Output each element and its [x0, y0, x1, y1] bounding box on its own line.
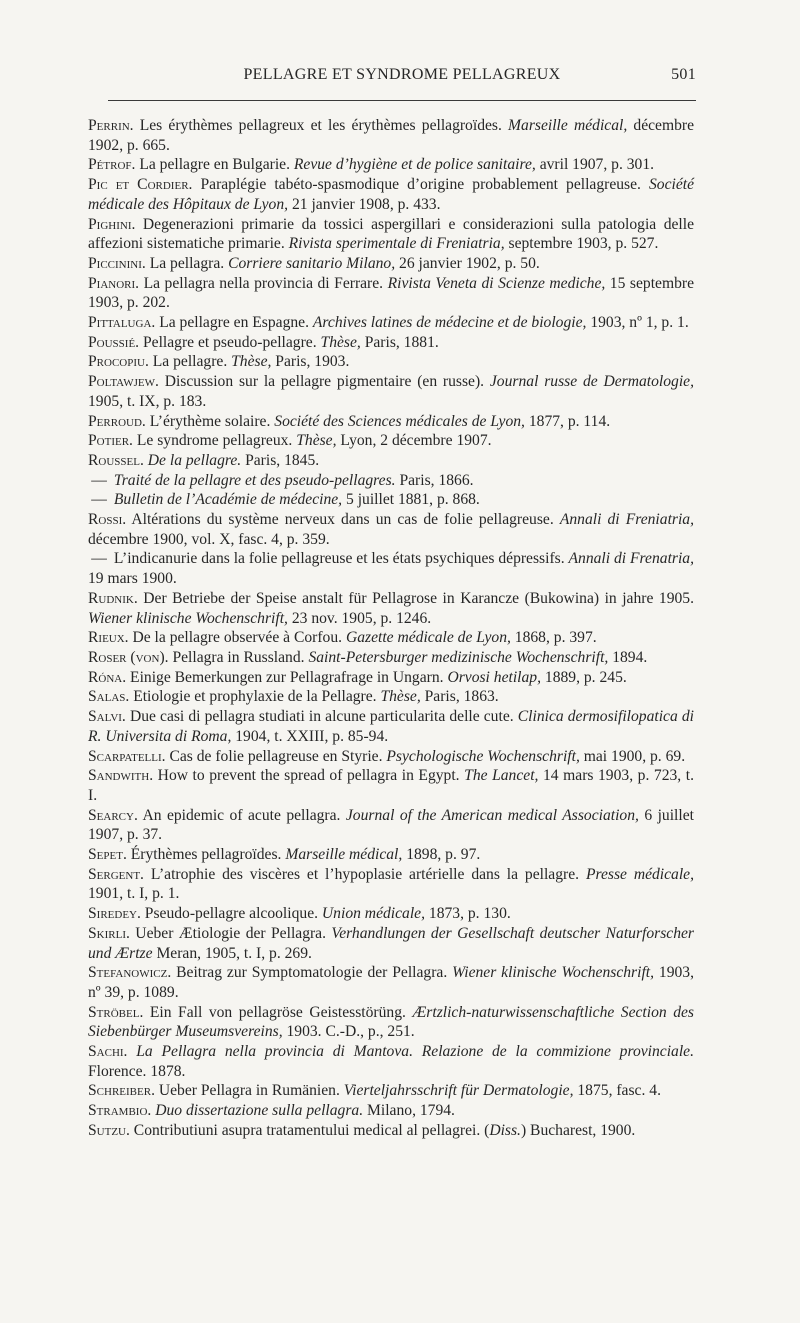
- entry-title: L’atrophie des viscères et l’hypoplasie artérielle dans la pellagre.: [143, 865, 586, 883]
- entry-author: Poltawjew.: [88, 373, 159, 391]
- bibliography-entry: [88, 155, 694, 175]
- entry-source: Verhandlungen der Gesellschaft deutscher Naturforscher und Ærtze: [88, 924, 694, 962]
- entry-author: Strambio.: [88, 1102, 152, 1120]
- entry-author: Pighini.: [88, 215, 136, 233]
- entry-source: Clinica dermosifilopatica di R. Universita di Roma,: [88, 708, 695, 745]
- entry-title: La pellagra.: [145, 254, 229, 272]
- entry-author: Roser (von).: [88, 648, 169, 666]
- entry-details: 6 juillet 1907, p. 37.: [88, 806, 694, 844]
- running-header: [108, 62, 696, 88]
- entry-details: Lyon, 2 décembre 1907.: [336, 432, 492, 450]
- bibliography-entry: [88, 747, 694, 767]
- bibliography-entry: [88, 175, 694, 214]
- entry-title: Ein Fall von pellagröse Geistesstörüng.: [143, 1003, 413, 1021]
- entry-source: De la pellagre.: [147, 451, 242, 469]
- entry-title: Einige Bemerkungen zur Pellagrafrage in Ungarn.: [126, 668, 448, 686]
- entry-author: Pittaluga.: [88, 314, 156, 332]
- entry-author: Sepet.: [88, 846, 127, 864]
- entry-details: Paris, 1866.: [395, 471, 474, 489]
- bibliography-entry: [88, 707, 694, 746]
- entry-title: Pellagre et pseudo-pellagre.: [139, 333, 321, 351]
- entry-author: Scarpatelli.: [88, 747, 166, 765]
- bibliography-entry: [88, 766, 694, 805]
- bibliography-entry: [88, 865, 694, 904]
- entry-source: Société des Sciences médicales de Lyon,: [274, 412, 525, 430]
- page-number: 501: [671, 66, 696, 83]
- entry-source: Gazette médicale de Lyon,: [345, 629, 511, 647]
- bibliography-entry: [88, 904, 694, 924]
- bibliography-entry: [88, 313, 694, 333]
- entry-source: Corriere sanitario Milano,: [228, 254, 396, 272]
- bibliography-entry: [88, 668, 694, 688]
- entry-details: 1868, p. 397.: [510, 629, 597, 647]
- entry-author: Schreiber.: [88, 1082, 155, 1100]
- entry-source: Journal of the American medical Association,: [345, 806, 639, 824]
- bibliography-entry: [88, 490, 694, 510]
- entry-source: Revue d’hygiène et de police sanitaire,: [293, 156, 536, 174]
- bibliography-entry: [88, 963, 694, 1002]
- entry-details: 15 septembre 1903, p. 202.: [88, 274, 694, 312]
- entry-title: Altérations du système nerveux dans un cas de folie pellagreuse.: [126, 511, 560, 529]
- entry-title: Due casi di pellagra studiati in alcune particularita delle cute.: [125, 708, 518, 726]
- entry-title: Ueber Pellagra in Rumänien.: [154, 1082, 344, 1100]
- entry-details: Paris, 1845.: [241, 451, 320, 469]
- entry-author: Salvi.: [88, 708, 126, 726]
- entry-source: Annali di Frenatria,: [568, 550, 694, 568]
- entry-title: Contributiuni asupra tratamentului medical al pellagrei. (: [129, 1121, 490, 1139]
- bibliography-entry: [88, 471, 694, 491]
- bibliography-entry: [88, 412, 694, 432]
- entry-details: 23 nov. 1905, p. 1246.: [287, 609, 432, 627]
- entry-author: Perroud.: [88, 412, 146, 430]
- entry-source: Rivista sperimentale di Freniatria,: [288, 235, 505, 253]
- entry-title: L’indicanurie dans la folie pellagreuse et les états psychiques dépressifs.: [110, 550, 569, 568]
- entry-title: [127, 1043, 136, 1060]
- entry-author: Piccinini.: [88, 254, 146, 272]
- entry-details: Paris, 1863.: [420, 688, 499, 706]
- entry-source: Wiener klinische Wochenschrift,: [452, 964, 655, 982]
- entry-source: Orvosi hetilap,: [447, 668, 541, 686]
- bibliography-entry: [88, 628, 694, 648]
- entry-author: Róna.: [88, 668, 127, 686]
- bibliography-entry: [88, 549, 694, 588]
- entry-title: How to prevent the spread of pellagra in Egypt.: [153, 767, 465, 785]
- entry-source: Journal russe de Dermatologie,: [489, 373, 694, 391]
- entry-source: Thèse,: [320, 333, 361, 351]
- bibliography-entry: [88, 1101, 694, 1121]
- entry-author: Stefanowicz.: [88, 964, 172, 982]
- bibliography-entry: [88, 806, 694, 845]
- entry-details: septembre 1903, p. 527.: [504, 235, 659, 253]
- entry-author: Siredey.: [88, 905, 141, 923]
- entry-author: Ströbel.: [88, 1003, 144, 1021]
- bibliography-entry: [88, 116, 694, 155]
- entry-details: décembre 1900, vol. X, fasc. 4, p. 359.: [88, 530, 330, 548]
- entry-source: Ærtzlich-naturwissenschaftliche Section des Siebenbürger Museumsvereins,: [88, 1003, 694, 1041]
- entry-author: Sachi.: [88, 1043, 128, 1061]
- entry-author: Sergent.: [88, 865, 144, 883]
- bibliography-entry: [88, 431, 694, 451]
- entry-source: Thèse,: [231, 353, 272, 371]
- entry-title: La pellagre en Espagne.: [155, 314, 313, 332]
- entry-author: Sutzu.: [88, 1121, 130, 1139]
- bibliography-entry: [88, 687, 694, 707]
- entry-author: Poussié.: [88, 333, 140, 351]
- entry-details: 1898, p. 97.: [402, 846, 481, 864]
- entry-details: mai 1900, p. 69.: [579, 747, 686, 765]
- entry-source: Union médicale,: [321, 905, 425, 923]
- entry-source: Wiener klinische Wochenschrift,: [88, 609, 288, 627]
- entry-details: 1901, t. I, p. 1.: [88, 885, 180, 903]
- bibliography-entry: [88, 372, 694, 411]
- entry-source: The Lancet,: [464, 767, 539, 785]
- entry-details: Florence. 1878.: [88, 1062, 186, 1080]
- bibliography-entry: [88, 845, 694, 865]
- entry-title: Beitrag zur Symptomatologie der Pellagra.: [171, 964, 453, 982]
- bibliography-entry: [88, 924, 694, 963]
- bibliography-entry: [88, 648, 694, 668]
- entry-details: 1875, fasc. 4.: [573, 1082, 661, 1100]
- entry-author: —: [91, 471, 107, 489]
- bibliography-entry: [88, 215, 694, 254]
- entry-title: Les érythèmes pellagreux et les érythèmes pellagroïdes.: [133, 117, 509, 134]
- bibliography-entry: [88, 1042, 694, 1081]
- bibliography-entry: [88, 274, 694, 313]
- entry-author: Pic et Cordier.: [88, 176, 193, 194]
- entry-source: Annali di Freniatria,: [559, 511, 694, 529]
- entry-source: Marseille médical,: [285, 846, 403, 864]
- entry-source: Thèse,: [380, 688, 421, 706]
- bibliography-entry: [88, 451, 694, 471]
- entry-author: Pianori.: [88, 274, 140, 292]
- entry-author: —: [91, 550, 107, 568]
- entry-source: Bulletin de l’Académie de médecine,: [113, 491, 343, 509]
- entry-details: 1873, p. 130.: [425, 905, 511, 923]
- entry-details: décembre 1902, p. 665.: [88, 117, 694, 154]
- bibliography-list: [88, 116, 694, 1141]
- entry-source: Traité de la pellagre et des pseudo-pellagres.: [113, 471, 396, 489]
- entry-title: Pseudo-pellagre alcoolique.: [140, 905, 322, 923]
- entry-title: Érythèmes pellagroïdes.: [126, 846, 286, 864]
- entry-author: Procopiu.: [88, 353, 149, 371]
- bibliography-entry: [88, 333, 694, 353]
- entry-source: Rivista Veneta di Scienze mediche,: [387, 274, 606, 292]
- entry-title: La pellagre en Bulgarie.: [135, 156, 294, 174]
- entry-details: 26 janvier 1902, p. 50.: [395, 254, 540, 272]
- bibliography-entry: [88, 254, 694, 274]
- bibliography-entry: [88, 352, 694, 372]
- entry-source: Diss.: [489, 1121, 521, 1139]
- entry-title: Le syndrome pellagreux.: [132, 432, 297, 450]
- entry-source: Thèse,: [296, 432, 337, 450]
- entry-details: 1905, t. IX, p. 183.: [88, 392, 207, 410]
- entry-details: 14 mars 1903, p. 723, t. I.: [88, 767, 694, 804]
- entry-author: Rossi.: [88, 511, 127, 529]
- entry-title: Der Betriebe der Speise anstalt für Pellagrose in Karancze (Bukowina) in jahre 1905.: [137, 589, 694, 607]
- entry-details: 1877, p. 114.: [524, 412, 611, 430]
- entry-details: 1894.: [608, 648, 648, 666]
- entry-details: 1889, p. 245.: [541, 668, 627, 686]
- entry-source: Société médicale des Hôpitaux de Lyon,: [88, 176, 695, 213]
- entry-source: Vierteljahrsschrift für Dermatologie,: [343, 1082, 574, 1100]
- entry-source: Presse médicale,: [585, 865, 695, 883]
- entry-title: Ueber Ætiologie der Pellagra.: [129, 924, 332, 942]
- entry-details: 1903, nº 39, p. 1089.: [88, 964, 694, 1001]
- entry-author: Perrin.: [88, 117, 134, 134]
- entry-details: 1903. C.-D., p., 251.: [282, 1023, 415, 1041]
- bibliography-entry: [88, 1121, 694, 1141]
- bibliography-entry: [88, 1003, 694, 1042]
- entry-author: Roussel.: [88, 451, 144, 469]
- entry-title: An epidemic of acute pellagra.: [137, 806, 346, 824]
- entry-details: Milano, 1794.: [363, 1102, 455, 1120]
- entry-title: L’érythème solaire.: [145, 412, 275, 430]
- entry-details: avril 1907, p. 301.: [535, 156, 655, 174]
- entry-source: Psychologische Wochenschrift,: [386, 747, 580, 765]
- entry-details: 1904, t. XXIII, p. 85-94.: [231, 727, 389, 745]
- header-rule: [108, 100, 696, 101]
- entry-title: Degenerazioni primarie da tossici aspergillari e considerazioni sulla patologia delle affezioni sistematiche primarie.: [88, 215, 694, 253]
- entry-title: Etiologie et prophylaxie de la Pellagre.: [129, 688, 381, 706]
- entry-details: ) Bucharest, 1900.: [520, 1121, 636, 1139]
- entry-source: La Pellagra nella provincia di Mantova. Relazione de la commizione provinciale.: [136, 1043, 694, 1061]
- entry-title: La pellagre.: [148, 353, 232, 371]
- entry-author: Rudnik.: [88, 589, 138, 607]
- entry-details: 5 juillet 1881, p. 868.: [342, 491, 480, 509]
- entry-author: Potier.: [88, 432, 133, 450]
- entry-author: Rieux.: [88, 629, 129, 647]
- bibliography-entry: [88, 1081, 694, 1101]
- entry-author: —: [91, 491, 107, 509]
- entry-details: Paris, 1881.: [360, 333, 439, 351]
- entry-source: Marseille médical,: [508, 117, 628, 134]
- entry-title: Pellagra in Russland.: [168, 648, 309, 666]
- entry-title: De la pellagre observée à Corfou.: [128, 629, 346, 647]
- entry-title: Paraplégie tabéto-spasmodique d’origine probablement pellagreuse.: [192, 176, 649, 194]
- entry-details: 1903, nº 1, p. 1.: [586, 314, 689, 332]
- bibliography-entry: [88, 589, 694, 628]
- entry-title: Discussion sur la pellagre pigmentaire (en russe).: [158, 373, 490, 391]
- entry-source: Archives latines de médecine et de biologie,: [312, 314, 587, 332]
- entry-author: Sandwith.: [88, 767, 154, 785]
- entry-details: 19 mars 1900.: [88, 570, 177, 588]
- entry-title: Cas de folie pellagreuse en Styrie.: [165, 747, 387, 765]
- entry-source: Duo dissertazione sulla pellagra.: [155, 1102, 364, 1120]
- entry-author: Skirli.: [88, 924, 130, 942]
- entry-source: Saint-Petersburger medizinische Wochenschrift,: [308, 648, 609, 666]
- entry-author: Pétrof.: [88, 156, 136, 174]
- entry-author: Salas.: [88, 688, 130, 706]
- entry-details: 21 janvier 1908, p. 433.: [288, 195, 441, 213]
- entry-details: Meran, 1905, t. I, p. 269.: [152, 944, 312, 962]
- entry-details: Paris, 1903.: [271, 353, 350, 371]
- running-title: PELLAGRE ET SYNDROME PELLAGREUX: [243, 66, 561, 83]
- entry-author: Searcy.: [88, 806, 138, 824]
- bibliography-entry: [88, 510, 694, 549]
- entry-title: La pellagra nella provincia di Ferrare.: [139, 274, 388, 292]
